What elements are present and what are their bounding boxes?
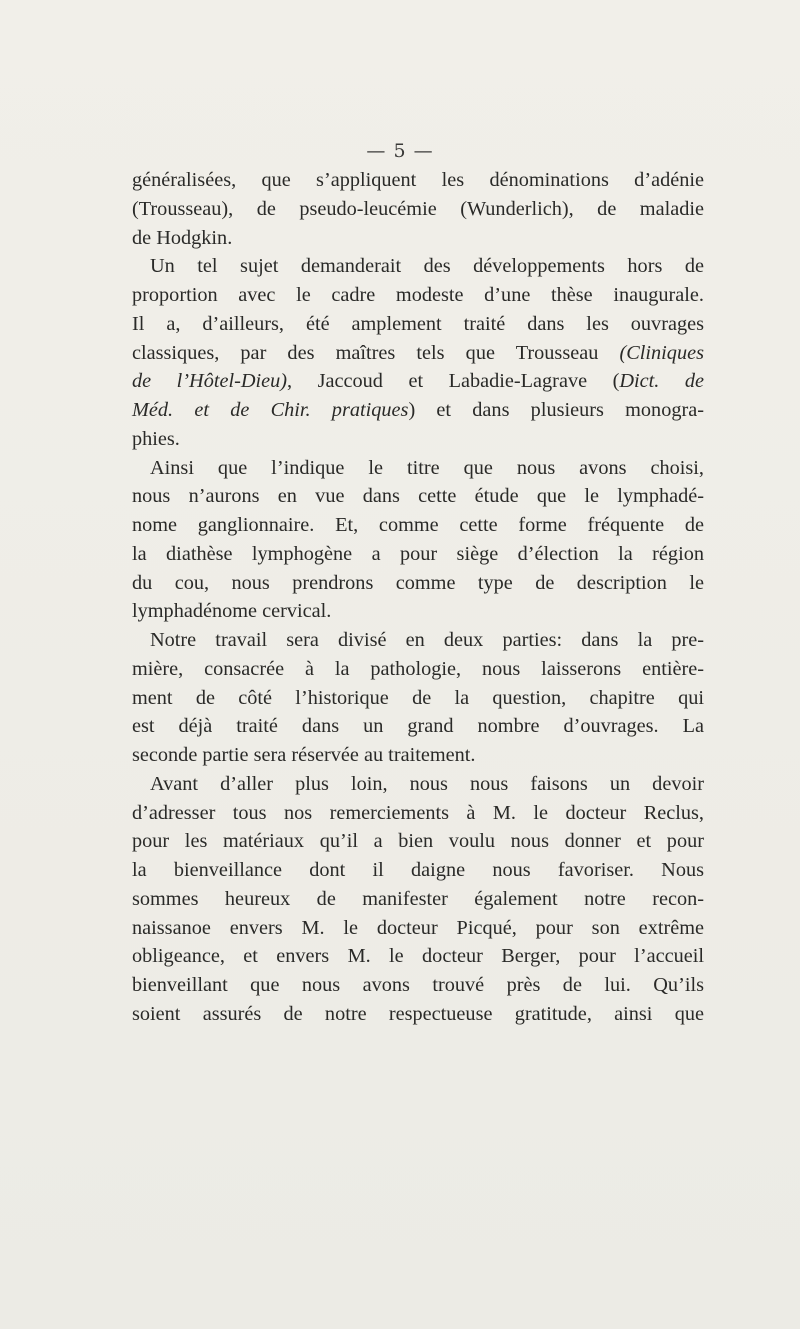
text-line [132,597,704,626]
text-line [132,914,704,943]
text-run: seconde partie sera réservée au traitement. [132,744,476,766]
text-run: Ainsi que l’indique le titre que nous avons choisi, [150,456,704,479]
italic-text: Méd. et de Chir. pratiques [132,399,409,421]
text-run: (Trousseau), de pseudo-leucémie (Wunderlich), de maladie [132,197,704,220]
page-number: — 5 — [366,140,434,162]
text-line [132,971,704,1000]
text-run: ) et dans plusieurs monogra- [408,399,704,421]
text-line [132,770,704,799]
text-line [132,224,704,253]
text-line [132,885,704,914]
text-run: bienveillant que nous avons trouvé près de lui. Qu’ils [132,974,704,996]
body-text [132,166,704,1029]
text-line [132,482,704,511]
text-line [132,626,704,655]
text-line [132,367,704,396]
text-line [132,799,704,828]
text-line [132,684,704,713]
text-line [132,712,704,741]
text-line [132,310,704,339]
text-run: nome ganglionnaire. Et, comme cette forme fréquente de [132,514,704,536]
text-run: nous n’aurons en vue dans cette étude que le lymphadé- [132,485,704,508]
text-run: obligeance, et envers M. le docteur Berger, pour l’accueil [132,945,704,968]
text-line [132,252,704,281]
text-line [132,540,704,569]
text-run: proportion avec le cadre modeste d’une thèse inaugurale. [132,284,704,306]
text-run: pour les matériaux qu’il a bien voulu nous donner et pour [132,830,704,853]
text-run: Il a, d’ailleurs, été amplement traité dans les ouvrages [132,312,704,335]
text-run: classiques, par des maîtres tels que Trousseau [132,341,620,364]
text-run: phies. [132,427,180,450]
text-run: la bienveillance dont il daigne nous favoriser. Nous [132,859,704,881]
text-run: sommes heureux de manifester également notre recon- [132,887,704,910]
text-line [132,827,704,856]
text-line [132,454,704,483]
italic-text: Dict. de [619,370,705,393]
text-run: ment de côté l’historique de la question, chapitre qui [132,686,704,709]
text-run: Avant d’aller plus loin, nous nous faisons un devoir [150,772,704,795]
text-run: mière, consacrée à la pathologie, nous laisserons entière- [132,657,704,680]
text-run: de Hodgkin. [132,226,233,249]
text-run: Un tel sujet demanderait des développements hors de [150,255,704,278]
text-run: la diathèse lymphogène a pour siège d’élection la région [132,542,704,565]
text-line [132,396,704,425]
text-run: , Jaccoud et Labadie-Lagrave ( [287,370,620,393]
text-run: soient assurés de notre respectueuse gratitude, ainsi que [132,1002,704,1025]
text-line [132,569,704,598]
text-line [132,942,704,971]
text-line [132,741,704,770]
text-run: d’adresser tous nos remerciements à M. le docteur Reclus, [132,801,704,824]
text-line [132,425,704,454]
text-line [132,856,704,885]
text-line [132,655,704,684]
text-run: Notre travail sera divisé en deux parties: dans la pre- [150,629,704,651]
text-line [132,166,704,195]
text-line [132,281,704,310]
text-line [132,511,704,540]
text-run: naissanoe envers M. le docteur Picqué, pour son extrême [132,916,704,939]
text-line [132,1000,704,1029]
text-run: du cou, nous prendrons comme type de description le [132,571,704,594]
italic-text: (Cliniques [619,341,704,364]
text-run: est déjà traité dans un grand nombre d’ouvrages. La [132,715,704,738]
text-run: lymphadénome cervical. [132,600,332,623]
text-line [132,339,704,368]
italic-text: de l’Hôtel-Dieu) [132,370,288,393]
text-run: généralisées, que s’appliquent les dénominations d’adénie [132,169,704,191]
text-line [132,195,704,224]
